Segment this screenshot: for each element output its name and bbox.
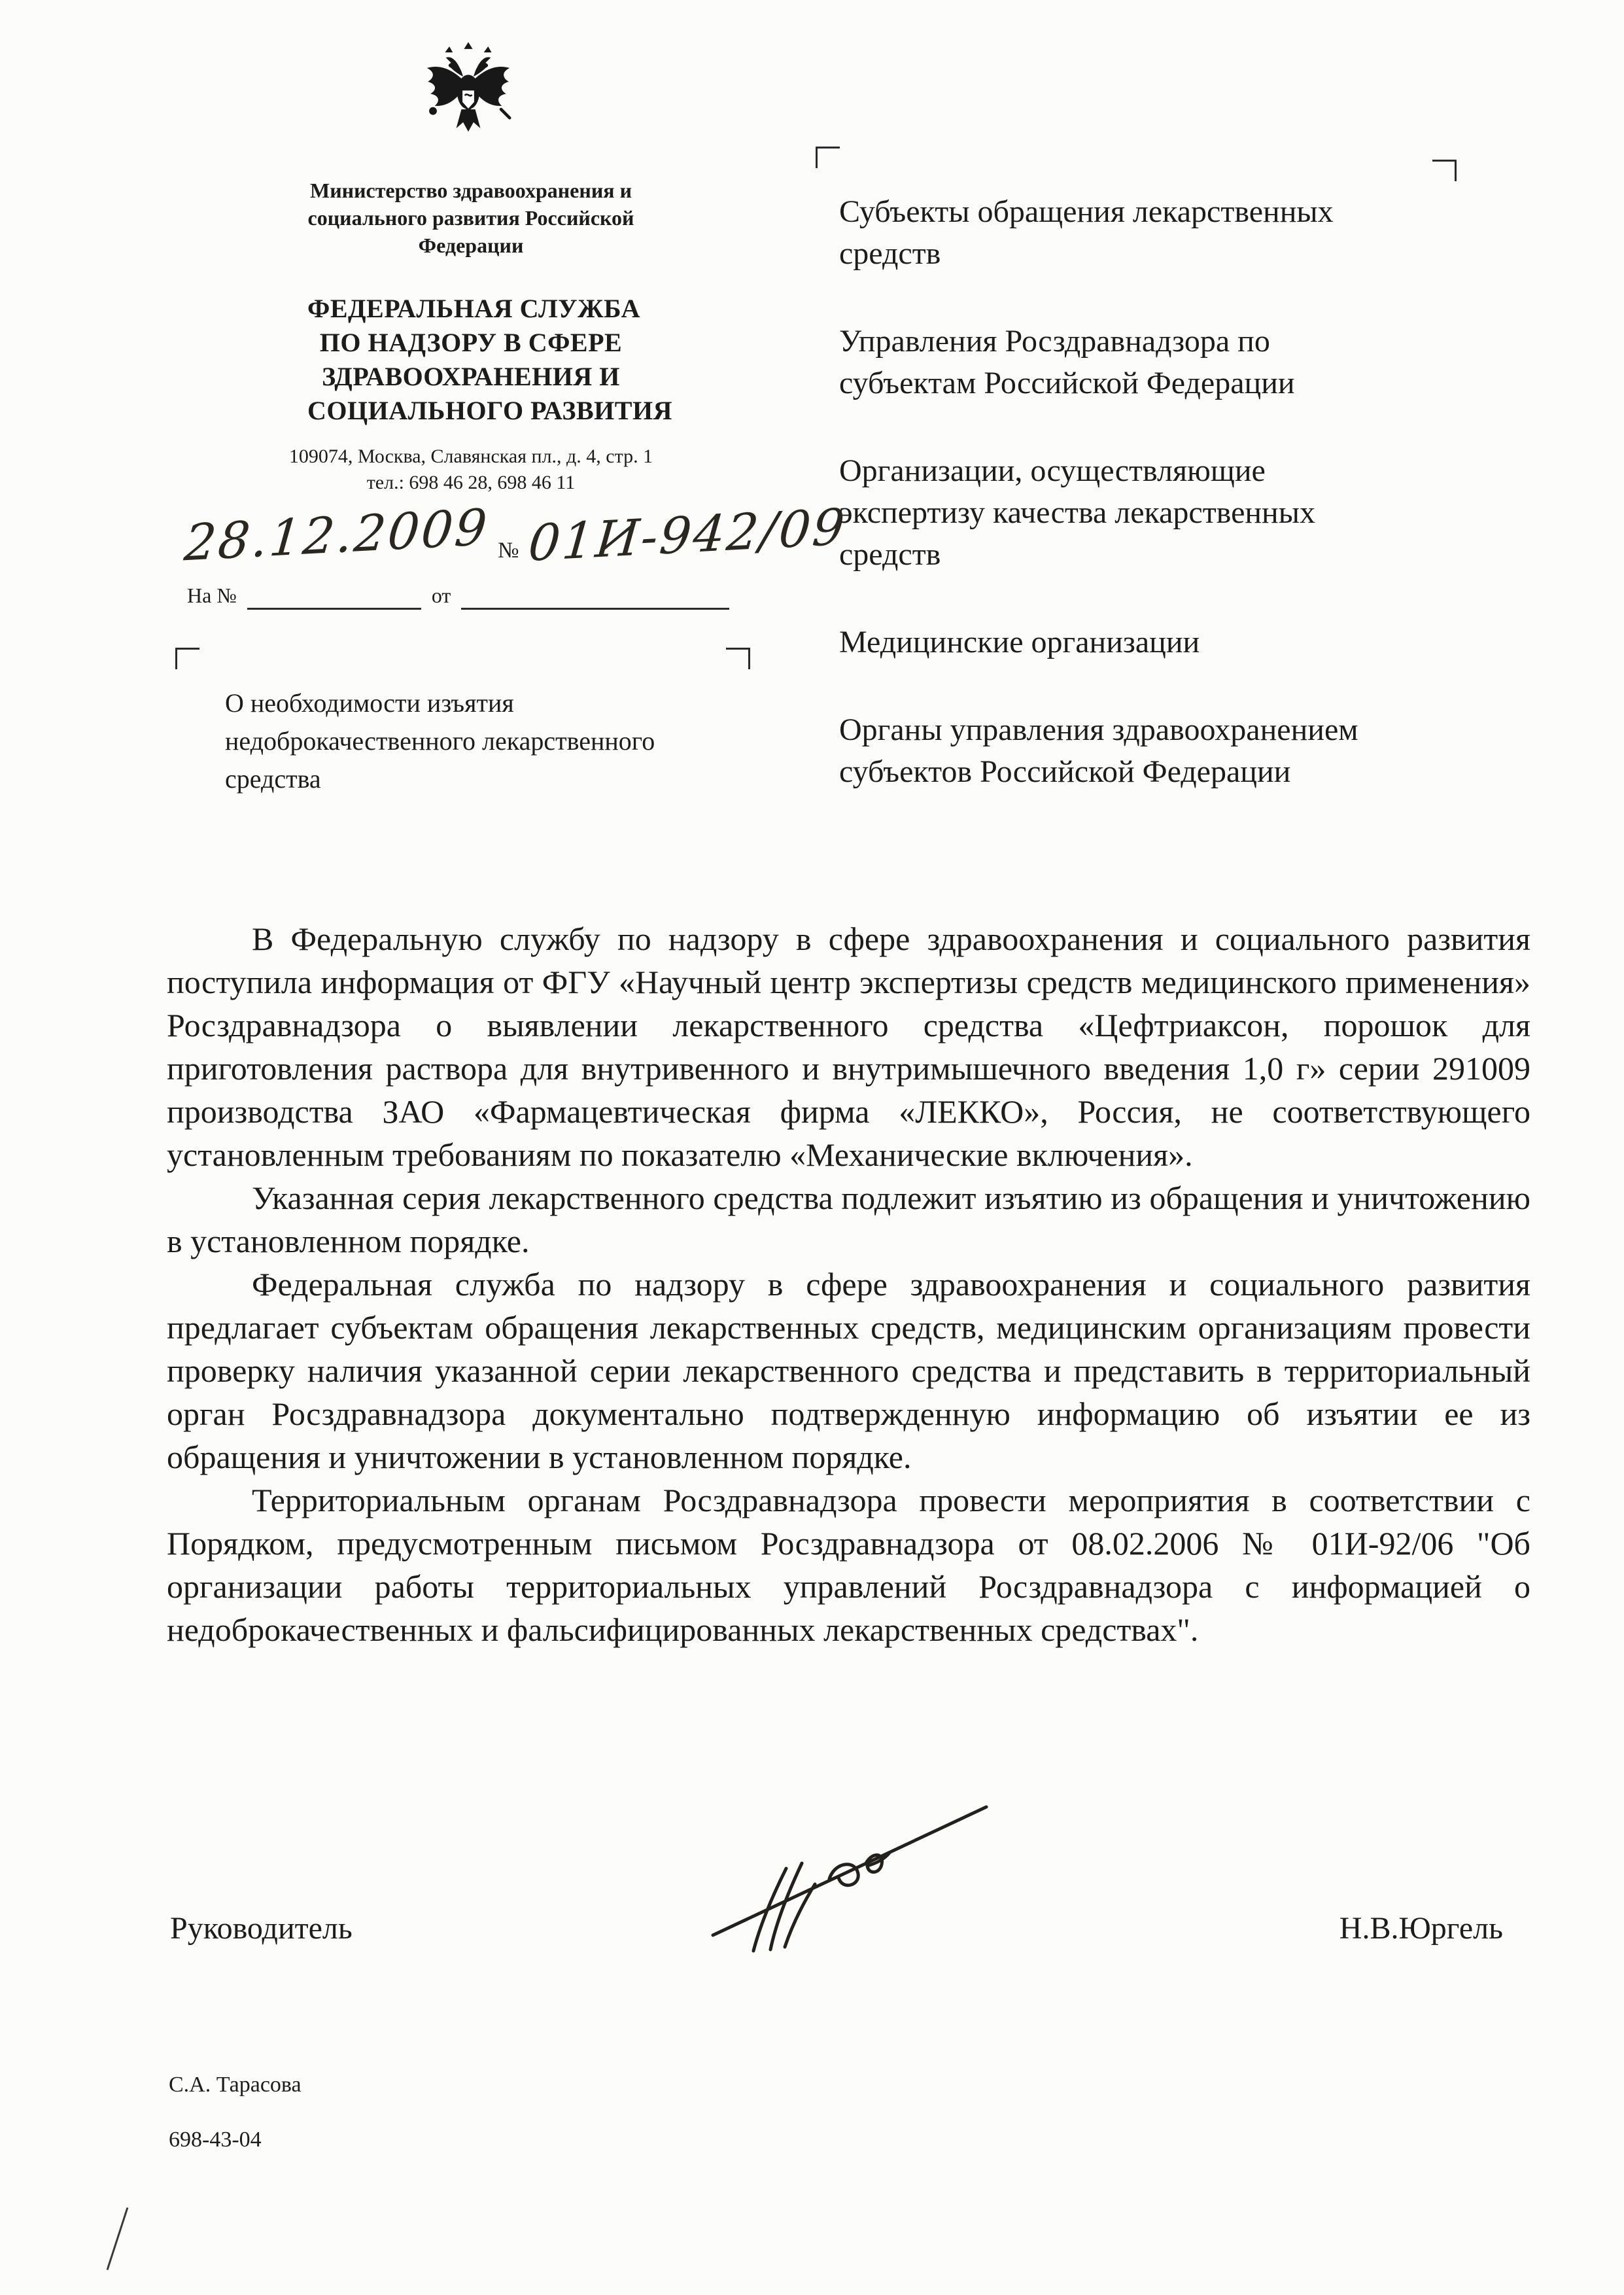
recipient-item: Органы управления здравоохранением субъектов Российской Федерации bbox=[839, 712, 1358, 789]
body-paragraph: Территориальным органам Росздравнадзора провести мероприятия в соответствии с Порядком, предусмотренным письмом Росздравнадзора от 08.02.2006 № 01И-92/06 "Об организации работы территориальных управлений Росздравнадзора с информацией о недоброкачественных и фальсифицированных лекарственных средствах". bbox=[167, 1482, 1530, 1648]
executor-phone: 698-43-04 bbox=[169, 2128, 262, 2152]
signer-title: Руководитель bbox=[170, 1911, 353, 1946]
letter-subject: О необходимости изъятия недоброкачественного лекарственного средства bbox=[225, 688, 655, 794]
coat-of-arms-icon bbox=[417, 38, 520, 153]
recipient-item: Субъекты обращения лекарственных средств bbox=[839, 194, 1334, 271]
body-paragraph: Указанная серия лекарственного средства подлежит изъятию из обращения и уничтожению в установленном порядке. bbox=[167, 1180, 1530, 1259]
recipient-corner-left bbox=[816, 147, 840, 168]
subject-corner-right bbox=[726, 648, 750, 669]
ministry-name: Министерство здравоохранения и социального развития Российской Федерации bbox=[307, 179, 634, 257]
ref-ot: от bbox=[431, 584, 451, 607]
recipient-item: Организации, осуществляющие экспертизу качества лекарственных средств bbox=[839, 453, 1315, 572]
number-sign: № bbox=[498, 538, 519, 563]
service-name-line: ПО НАДЗОРУ В СФЕРЕ bbox=[319, 328, 623, 357]
date-number-line bbox=[182, 489, 849, 572]
handwritten-date: 28.12.2009 bbox=[182, 497, 491, 572]
service-name-line: ФЕДЕРАЛЬНАЯ СЛУЖБА bbox=[307, 294, 640, 323]
service-name-line: ЗДРАВООХРАНЕНИЯ И bbox=[322, 362, 620, 391]
body-paragraph: В Федеральную службу по надзору в сфере здравоохранения и социального развития поступила информация от ФГУ «Научный центр экспертизы средств медицинского применения» Росздравнадзора о выявлении лекарственного средства «Цефтриаксон, порошок для приготовления раствора для внутривенного и внутримышечного введения 1,0 г» серии 291009 производства ЗАО «Фармацевтическая фирма «ЛЕККО», Россия, не соответствующего установленным требованиям по показателю «Механические включения». bbox=[167, 920, 1530, 1173]
recipients-list bbox=[839, 191, 1415, 839]
signature-scrawl-icon bbox=[693, 1786, 1007, 1956]
executor-name: С.А. Тарасова bbox=[169, 2073, 302, 2097]
ref-prefix: На № bbox=[187, 584, 237, 607]
subject-corner-left bbox=[175, 648, 199, 669]
phone-numbers: тел.: 698 46 28, 698 46 11 bbox=[366, 472, 576, 493]
service-name-line: СОЦИАЛЬНОГО РАЗВИТИЯ bbox=[307, 396, 672, 425]
service-name bbox=[307, 292, 672, 428]
recipient-corner-right bbox=[1432, 160, 1457, 181]
signer-name: Н.В.Юргель bbox=[1339, 1911, 1503, 1946]
ref-date-blank bbox=[461, 586, 729, 610]
recipient-item: Медицинские организации bbox=[839, 625, 1200, 659]
contact-block bbox=[216, 444, 726, 496]
ref-number-blank bbox=[247, 586, 421, 610]
reference-line bbox=[187, 581, 729, 610]
letter-body bbox=[167, 917, 1530, 1651]
handwritten-number: 01И-942/09 bbox=[526, 497, 849, 572]
scan-artifact-line bbox=[107, 2207, 129, 2270]
recipient-item: Управления Росздравнадзора по субъектам Российской Федерации bbox=[839, 324, 1295, 400]
postal-address: 109074, Москва, Славянская пл., д. 4, стр. 1 bbox=[288, 446, 653, 467]
body-paragraph: Федеральная служба по надзору в сфере здравоохранения и социального развития предлагает субъектам обращения лекарственных средств, медицинским организациям провести проверку наличия указанной серии лекарственного средства и представить в территориальный орган Росздравнадзора документально подтвержденную информацию об изъятии ее из обращения и уничтожении в установленном порядке. bbox=[167, 1266, 1530, 1475]
